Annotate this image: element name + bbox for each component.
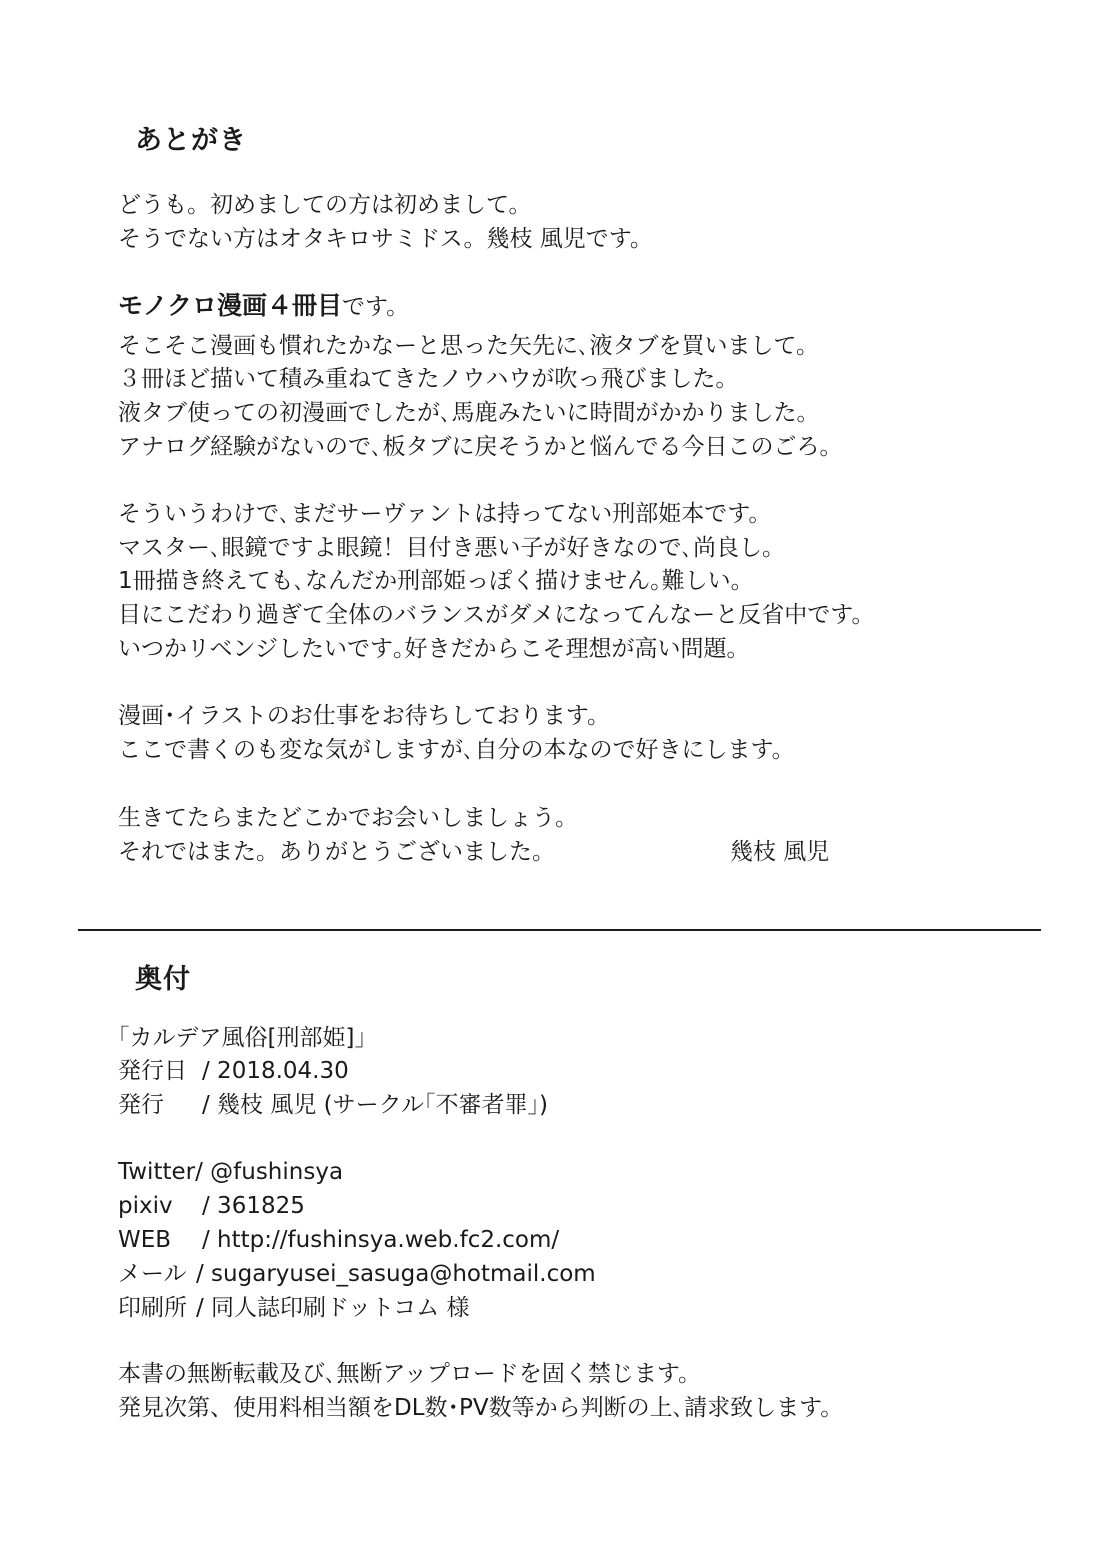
printer-label: 印刷所 — [118, 1295, 187, 1321]
mail-value: / sugaryusei_sasuga@hotmail.com — [196, 1261, 596, 1287]
colophon-heading: 奥付 — [135, 964, 191, 995]
para1-line-2: ３冊ほど描いて積み重ねてきたノウハウが吹っ飛びました。 — [118, 366, 739, 392]
notice-line-2: 発見次第、使用料相当額をDL数･PV数等から判断の上､請求致します。 — [118, 1395, 844, 1421]
issue-date-row — [118, 1056, 349, 1086]
para2-line-1: そういうわけで､まだサーヴァントは持ってない刑部姫本です。 — [118, 501, 772, 527]
mail-row — [118, 1259, 596, 1289]
para1-line-1: そこそこ漫画も慣れたかなーと思った矢先に､液タブを買いまして。 — [118, 333, 820, 359]
twitter-value: / @fushinsya — [195, 1159, 344, 1185]
publisher-label: 発行 — [118, 1092, 164, 1118]
publisher-value: / 幾枝 風児 (サークル｢不審者罪｣) — [202, 1092, 548, 1118]
para2-line-2: マスター､眼鏡ですよ眼鏡！目付き悪い子が好きなので､尚良し。 — [118, 535, 785, 561]
para3-line-1: 漫画･イラストのお仕事をお待ちしております。 — [118, 703, 610, 729]
web-value: / http://fushinsya.web.fc2.com/ — [202, 1227, 560, 1253]
afterword-heading: あとがき — [135, 125, 247, 156]
para1-line-4: アナログ経験がないので､板タブに戻そうかと悩んでる今日このごろ。 — [118, 434, 843, 460]
twitter-row — [118, 1157, 343, 1187]
lead-rest-text: です。 — [342, 294, 410, 320]
notice-line-1: 本書の無断転載及び､無断アップロードを固く禁じます。 — [118, 1361, 702, 1387]
section-divider — [78, 929, 1041, 931]
para2-line-5: いつかリベンジしたいです｡好きだからこそ理想が高い問題。 — [118, 636, 750, 662]
mail-label: メール — [118, 1261, 187, 1287]
lead-strong-text: モノクロ漫画４冊目 — [118, 291, 343, 320]
greeting-line-1: どうも。初めましての方は初めまして。 — [118, 192, 532, 218]
closing-line-1: 生きてたらまたどこかでお会いしましょう。 — [118, 805, 578, 831]
twitter-label: Twitter — [118, 1159, 196, 1185]
printer-row — [118, 1293, 470, 1323]
closing-line-2: それではまた。ありがとうございました。 — [118, 839, 555, 865]
pixiv-value: / 361825 — [202, 1193, 305, 1219]
para3-line-2: ここで書くのも変な気がしますが､自分の本なので好きにします。 — [118, 737, 795, 763]
issue-date-label: 発行日 — [118, 1058, 187, 1084]
web-label: WEB — [118, 1227, 172, 1253]
book-title: ｢カルデア風俗[刑部姫]｣ — [118, 1025, 366, 1051]
para2-line-3: 1冊描き終えても､なんだか刑部姫っぽく描けません｡難しい。 — [118, 568, 754, 594]
pixiv-label: pixiv — [118, 1193, 173, 1219]
para2-line-4: 目にこだわり過ぎて全体のバランスがダメになってんなーと反省中です。 — [118, 602, 875, 628]
para1-line-3: 液タブ使っての初漫画でしたが､馬鹿みたいに時間がかかりました。 — [118, 400, 820, 426]
author-signature: 幾枝 風児 — [730, 839, 830, 865]
pixiv-row — [118, 1191, 305, 1221]
issue-date-value: / 2018.04.30 — [202, 1058, 349, 1084]
lead-line — [118, 291, 409, 322]
publisher-row — [118, 1090, 548, 1120]
web-row — [118, 1225, 559, 1255]
printer-value: / 同人誌印刷ドットコム 様 — [196, 1295, 470, 1321]
greeting-line-2: そうでない方はオタキロサミドス。幾枝 風児です。 — [118, 226, 653, 252]
